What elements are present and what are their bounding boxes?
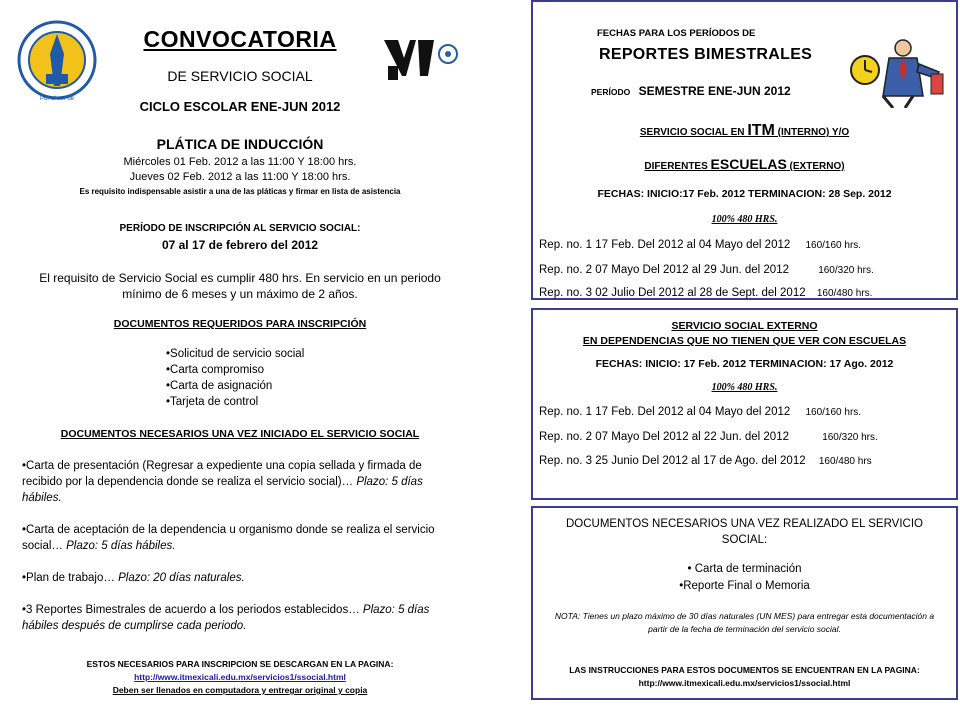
box2-report-row: Rep. no. 1 17 Feb. Del 2012 al 04 Mayo del 2012 160/160 hrs. <box>539 406 862 418</box>
doc-item-bimonthly-reports: •3 Reportes Bimestrales de acuerdo a los periodos establecidos… Plazo: 5 días hábiles después de cumplirse cada periodo. <box>22 604 430 632</box>
box2-dates: FECHAS: INICIO: 17 Feb. 2012 TERMINACION: 17 Ago. 2012 <box>595 358 894 370</box>
induction-talk-heading: PLÁTICA DE INDUCCIÓN <box>156 136 324 152</box>
requirement-text: El requisito de Servicio Social es cumplir 480 hrs. En servicio en un periodo mínimo de 6 meses y un máximo de 2 años. <box>39 271 441 301</box>
box3-item-termination-letter: • Carta de terminación <box>687 563 802 575</box>
box3-note: NOTA: Tienes un plazo máximo de 30 días naturales (UN MES) para entregar esta documentación a partir de la fecha de terminación del servicio social. <box>554 611 935 634</box>
box1-report-row: Rep. no. 3 02 Julio Del 2012 al 28 de Sept. del 2012 160/480 hrs. <box>539 287 873 299</box>
box1-heading-line2: REPORTES BIMESTRALES <box>599 46 813 63</box>
induction-talk-date-2: Jueves 02 Feb. 2012 a las 11:00 Y 18:00 hrs. <box>129 171 351 183</box>
box1-period: PERÍODO SEMESTRE ENE-JUN 2012 <box>591 84 791 98</box>
box1-heading-line1: FECHAS PARA LOS PERÍODOS DE <box>597 28 756 39</box>
induction-talk-note: Es requisito indispensable asistir a una de las pláticas y firmar en lista de asistencia <box>79 187 401 196</box>
list-item: •Carta compromiso <box>166 364 264 376</box>
box1-schools-line: DIFERENTES ESCUELAS (EXTERNO) <box>644 156 845 172</box>
businessman-clipart <box>847 38 947 108</box>
box3-heading: DOCUMENTOS NECESARIOS UNA VEZ REALIZADO EL SERVICIO SOCIAL: <box>565 518 923 546</box>
box1-report-row: Rep. no. 1 17 Feb. Del 2012 al 04 Mayo del 2012 160/160 hrs. <box>539 239 862 251</box>
box1-itm-line: SERVICIO SOCIAL EN ITM (INTERNO) Y/O <box>639 122 850 139</box>
box3-item-final-report: •Reporte Final o Memoria <box>679 580 810 592</box>
itm-logo <box>382 36 462 86</box>
box3-instructions: LAS INSTRUCCIONES PARA ESTOS DOCUMENTOS SE ENCUENTRAN EN LA PAGINA: http://www.itmexicali.edu.mx/servicios1/ssocial.html <box>569 665 920 688</box>
started-docs-heading: DOCUMENTOS NECESARIOS UNA VEZ INICIADO EL SERVICIO SOCIAL <box>60 428 420 440</box>
box2-hours: 100% 480 HRS. <box>711 382 778 393</box>
list-item: •Solicitud de servicio social <box>166 348 305 360</box>
required-docs-heading: DOCUMENTOS REQUERIDOS PARA INSCRIPCIÓN <box>113 318 367 330</box>
box1-dates: FECHAS: INICIO:17 Feb. 2012 TERMINACION: 28 Sep. 2012 <box>597 188 892 200</box>
enrollment-period-dates: 07 al 17 de febrero del 2012 <box>161 238 319 252</box>
page-subtitle: DE SERVICIO SOCIAL <box>167 68 313 84</box>
institute-seal-logo <box>16 14 98 106</box>
external-reports-box <box>531 308 958 500</box>
list-item: •Carta de asignación <box>166 380 273 392</box>
enrollment-period-heading: PERÍODO DE INSCRIPCIÓN AL SERVICIO SOCIAL: <box>119 223 361 234</box>
box1-hours: 100% 480 HRS. <box>711 214 778 225</box>
induction-talk-date-1: Miércoles 01 Feb. 2012 a las 11:00 Y 18:00 hrs. <box>123 156 357 168</box>
svg-text:Por el ser de: Por el ser de <box>39 96 75 102</box>
box2-report-row: Rep. no. 3 25 Junio Del 2012 al 17 de Ago. del 2012 160/480 hrs <box>539 455 872 467</box>
box1-report-row: Rep. no. 2 07 Mayo Del 2012 al 29 Jun. del 2012 160/320 hrs. <box>539 264 874 276</box>
download-link[interactable]: http://www.itmexicali.edu.mx/servicios1/ssocial.html <box>134 672 346 682</box>
required-docs-list <box>166 346 304 410</box>
box2-heading-line2: EN DEPENDENCIAS QUE NO TIENEN QUE VER CON ESCUELAS <box>582 335 907 347</box>
list-item: •Tarjeta de control <box>166 396 259 408</box>
school-cycle: CICLO ESCOLAR ENE-JUN 2012 <box>139 99 341 114</box>
doc-item-presentation-letter: •Carta de presentación (Regresar a expediente una copia sellada y firmada de recibido por la dependencia donde se realiza el servicio social)… Plazo: 5 días hábiles. <box>22 460 423 504</box>
box2-report-row: Rep. no. 2 07 Mayo Del 2012 al 22 Jun. del 2012 160/320 hrs. <box>539 431 878 443</box>
box2-heading-line1: SERVICIO SOCIAL EXTERNO <box>671 320 818 332</box>
download-note: ESTOS NECESARIOS PARA INSCRIPCION SE DESCARGAN EN LA PAGINA: <box>86 659 394 669</box>
fill-instructions: Deben ser llenados en computadora y entregar original y copia <box>112 685 368 695</box>
doc-item-work-plan: •Plan de trabajo… Plazo: 20 días naturales. <box>22 572 245 584</box>
page-title: CONVOCATORIA <box>143 26 337 52</box>
completion-docs-box <box>531 506 958 700</box>
doc-item-acceptance-letter: •Carta de aceptación de la dependencia u organismo donde se realiza el servicio social… Plazo: 5 días hábiles. <box>22 524 435 552</box>
internal-reports-box <box>531 0 958 300</box>
